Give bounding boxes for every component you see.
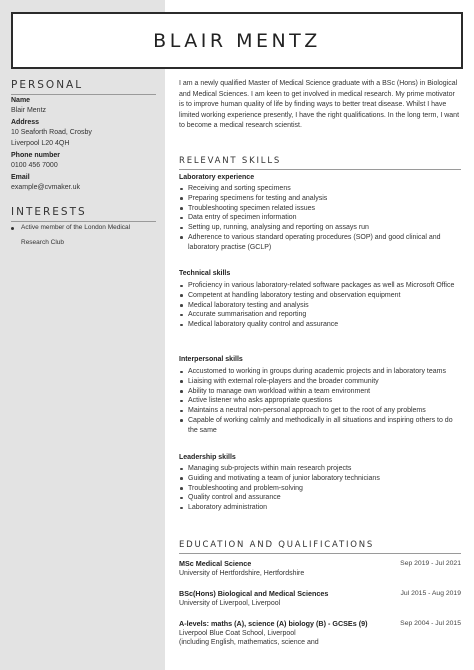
list-item: Guiding and motivating a team of junior laboratory technicians [179,474,461,484]
skills-section-title: RELEVANT SKILLS [179,156,282,166]
list-item: Setting up, running, analysing and reporting on assays run [179,223,461,233]
skill-list-laboratory [179,184,461,253]
interest-item [11,221,156,250]
education-dates: Sep 2004 - Jul 2015 [400,620,461,627]
list-item: Medical laboratory testing and analysis [179,301,461,311]
phone-value: 0100 456 7000 [11,162,58,169]
bullet-icon [11,227,14,230]
list-item: Receiving and sorting specimens [179,184,461,194]
address-value: 10 Seaforth Road, Crosby Liverpool L20 4QH [11,129,92,147]
personal-section-title: PERSONAL [11,79,84,91]
list-item: Adherence to various standard operating procedures (SOP) and good clinical and laboratory practise (GCLP) [179,233,461,253]
education-entry [179,619,461,648]
name-label: Name [11,97,31,104]
list-item: Data entry of specimen information [179,213,461,223]
profile-summary: I am a newly qualified Master of Medical Science graduate with a BSc (Hons) in Biological and Medical Sciences. I am keen to get involved in medical research. My prime motivator is to improve human quality of life by finding ways to better treat disease. Whilst I have limited working experience presently, I have the right qualifications. In the long term, I want to become a medical research scientist. [179,80,460,129]
list-item: Competent at handling laboratory testing and observation equipment [179,291,461,301]
skill-group-title: Laboratory experience [179,174,255,181]
skill-group-title: Technical skills [179,270,231,277]
skill-group-title: Interpersonal skills [179,356,243,363]
name-header [11,12,463,69]
education-institution: Liverpool Blue Coat School, Liverpool [179,629,296,637]
list-item: Active listener who asks appropriate questions [179,396,461,406]
list-item: Quality control and assurance [179,493,461,503]
skill-list-technical [179,281,461,330]
education-divider [179,553,461,554]
education-institution: University of Liverpool, Liverpool [179,599,281,607]
phone-label: Phone number [11,152,61,159]
list-item: Maintains a neutral non-personal approach to get to the root of any problems [179,406,461,416]
email-value: example@cvmaker.uk [11,184,80,191]
education-entry [179,589,461,608]
list-item: Managing sub-projects within main research projects [179,464,461,474]
education-dates: Sep 2019 - Jul 2021 [400,560,461,567]
personal-divider [11,94,156,95]
skills-divider [179,169,461,170]
email-label: Email [11,174,30,181]
education-section-title: EDUCATION AND QUALIFICATIONS [179,540,375,550]
candidate-name: BLAIR MENTZ [153,29,321,52]
education-entry [179,559,461,578]
list-item: Preparing specimens for testing and analysis [179,194,461,204]
list-item: Accustomed to working in groups during academic projects and in laboratory teams [179,367,461,377]
education-title: BSc(Hons) Biological and Medical Sciences [179,589,329,598]
interests-section-title: INTERESTS [11,206,87,218]
education-dates: Jul 2015 - Aug 2019 [400,590,461,597]
interest-text: Active member of the London Medical Research Club [21,224,131,246]
skill-group-title: Leadership skills [179,454,236,461]
list-item: Capable of working calmly and methodically in all situations and inspiring others to do the same [179,416,461,436]
skill-list-interpersonal [179,367,461,436]
education-details: (including English, mathematics, science and [179,639,319,646]
list-item: Troubleshooting and problem-solving [179,484,461,494]
education-title: MSc Medical Science [179,559,252,568]
list-item: Liaising with external role-players and the broader community [179,377,461,387]
skill-list-leadership [179,464,461,513]
education-title: A-levels: maths (A), science (A) biology (B) - GCSEs (9) [179,619,368,628]
list-item: Accurate summarisation and reporting [179,310,461,320]
list-item: Ability to manage own workload within a team environment [179,387,461,397]
address-label: Address [11,119,40,126]
education-institution: University of Hertfordshire, Hertfordshire [179,569,305,577]
name-value: Blair Mentz [11,107,47,114]
list-item: Laboratory administration [179,503,461,513]
list-item: Medical laboratory quality control and assurance [179,320,461,330]
list-item: Troubleshooting specimen related issues [179,204,461,214]
list-item: Proficiency in various laboratory-related software packages as well as Microsoft Office [179,281,461,291]
